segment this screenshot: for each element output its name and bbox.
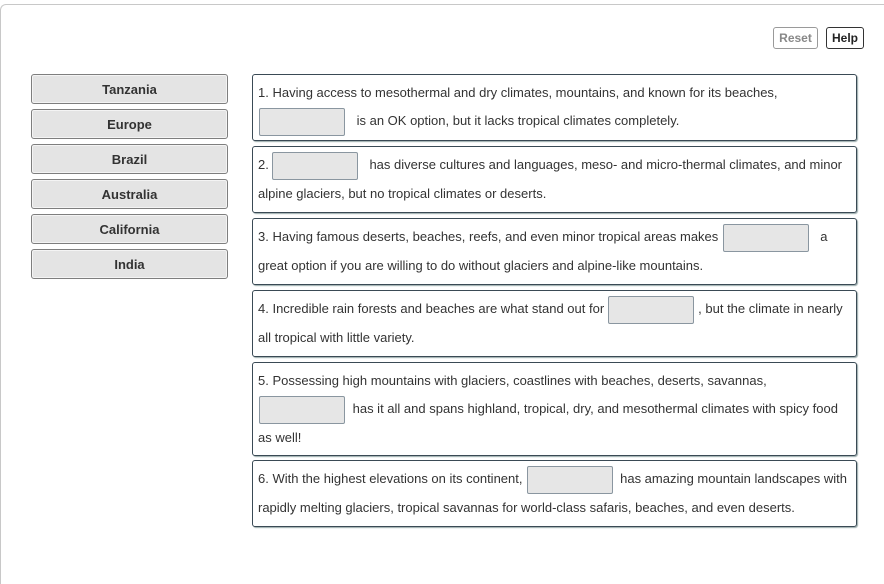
- question-5: [252, 362, 857, 456]
- question-6: [252, 460, 857, 527]
- help-button[interactable]: Help: [826, 27, 864, 49]
- answer-bank: [31, 74, 228, 284]
- question-3-drop-slot[interactable]: [723, 224, 809, 252]
- question-6-drop-slot[interactable]: [527, 466, 613, 494]
- question-1-drop-slot[interactable]: [259, 108, 345, 136]
- question-6-text-after: has amazing mountain landscapes with rapidly melting glaciers, tropical savannas for world-class safaris, beaches, and even deserts.: [258, 471, 848, 515]
- question-4-text-after: , but the climate in nearly all tropical with little variety.: [258, 301, 843, 345]
- answer-chip-brazil[interactable]: Brazil: [31, 144, 228, 174]
- question-3-text-after: great option if you are willing to do without glaciers and alpine-like mountains.: [258, 257, 704, 273]
- question-5-text-after: has it all and spans highland, tropical, dry, and mesothermal climates with spicy food as well!: [258, 401, 838, 445]
- question-2-text-after: has diverse cultures and languages, meso- and micro-thermal climates, and minor alpine glaciers, but no tropical climates or deserts.: [258, 157, 843, 201]
- question-3-text-tail: a: [820, 229, 828, 244]
- answer-chip-tanzania[interactable]: Tanzania: [31, 74, 228, 104]
- question-4-drop-slot[interactable]: [608, 296, 694, 324]
- question-2-text-before: 2.: [258, 157, 269, 172]
- question-4-text-before: 4. Incredible rain forests and beaches are what stand out for: [258, 301, 605, 316]
- question-1-text-after: is an OK option, but it lacks tropical climates completely.: [353, 113, 680, 128]
- question-5-drop-slot[interactable]: [259, 396, 345, 424]
- question-1: [252, 74, 857, 141]
- answer-chip-europe[interactable]: Europe: [31, 109, 228, 139]
- answer-chip-california[interactable]: California: [31, 214, 228, 244]
- question-6-text-before: 6. With the highest elevations on its continent,: [258, 471, 523, 486]
- question-5-text-before: 5. Possessing high mountains with glaciers, coastlines with beaches, deserts, savannas,: [258, 373, 767, 388]
- question-1-text-before: 1. Having access to mesothermal and dry climates, mountains, and known for its beaches,: [258, 85, 778, 100]
- reset-button[interactable]: Reset: [773, 27, 818, 49]
- answer-chip-india[interactable]: India: [31, 249, 228, 279]
- question-3: [252, 218, 857, 285]
- question-2: [252, 146, 857, 213]
- question-4: [252, 290, 857, 357]
- question-2-drop-slot[interactable]: [272, 152, 358, 180]
- question-3-text-before: 3. Having famous deserts, beaches, reefs, and even minor tropical areas makes: [258, 229, 719, 244]
- answer-chip-australia[interactable]: Australia: [31, 179, 228, 209]
